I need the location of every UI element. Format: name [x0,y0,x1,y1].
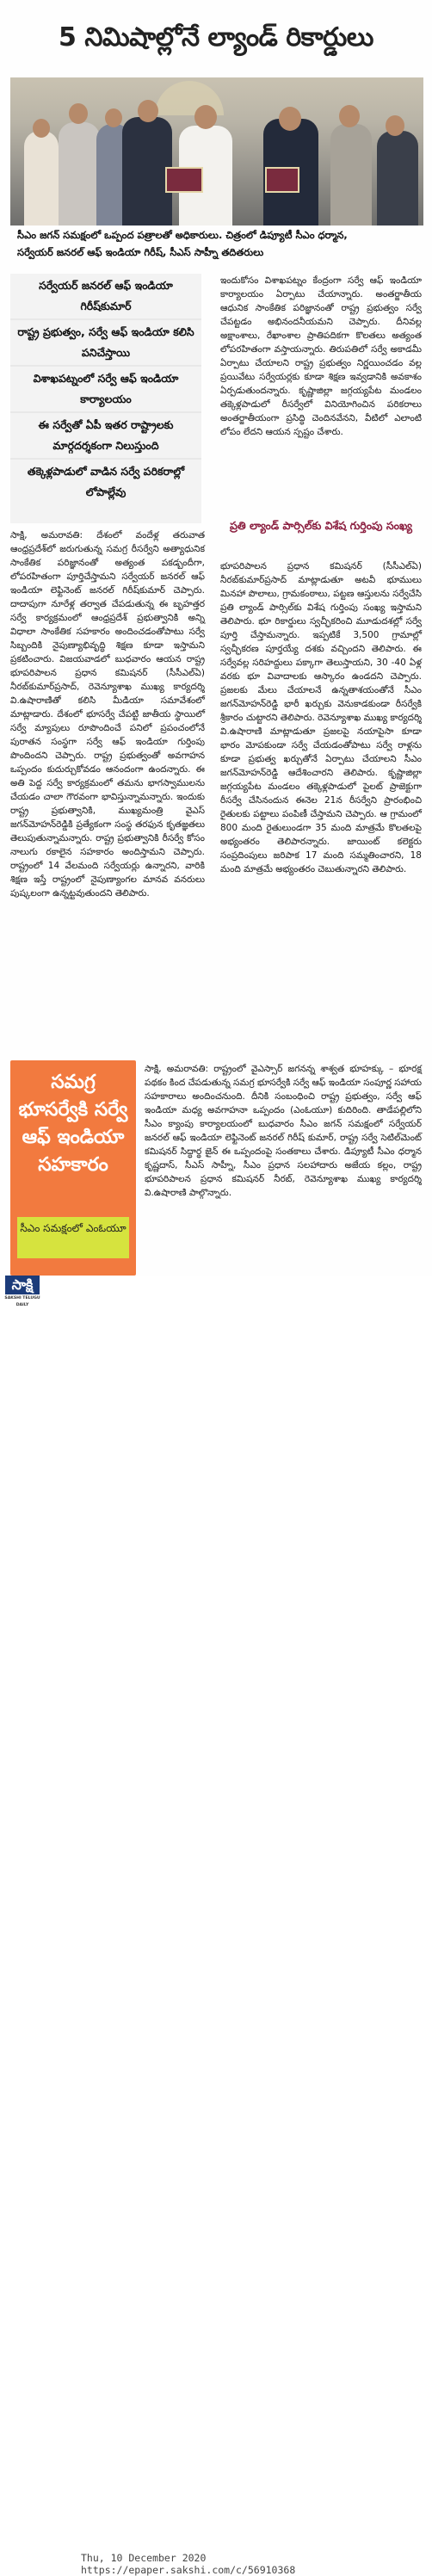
edition-date: Thu, 10 December 2020 [81,2552,207,2564]
page-headline: 5 నిమిషాల్లోనే ల్యాండ్‌ రికార్డులు [59,22,373,53]
highlights-box [10,274,201,523]
highlight-item: ఈ సర్వేతో ఏపీ ఇతర రాష్ట్రాలకు మార్గదర్శకంగా నిలుస్తుంది [10,413,201,460]
article-left-column [10,528,205,1055]
bottom-article-text: సాక్షి, అమరావతి: రాష్ట్రంలో వైఎస్సార్‌ జగనన్న శాశ్వత భూహక్కు – భూరక్ష పథకం కింద చేపడుతున్న సమగ్ర భూసర్వేకి సర్వే ఆఫ్‌ ఇండియా సంపూర్ణ సహాయ సహకారాలు అందించనుంది. దీనికి సంబంధించి రాష్ట్ర ప్రభుత్వం, సర్వే ఆఫ్‌ ఇండియా మధ్య అవగాహనా ఒప్పందం (ఎంఓయూ) కుదిరింది. తాడేపల్లిలోని సీఎం క్యాంపు కార్యాలయంలో బుధవారం సీఎం జగన్‌ సమక్షంలో సర్వేయర్‌ జనరల్‌ ఆఫ్‌ ఇండియా లెఫ్టినెంట్‌ జనరల్‌ గిరీష్‌ కుమార్‌, రాష్ట్ర సర్వే సెటిల్‌మెంట్‌ కమిషనర్‌ సిద్ధార్థ జైన్‌ ఈ ఒప్పందంపై సంతకాలు చేశారు. డిప్యూటీ సీఎం ధర్మాన కృష్ణదాస్‌, సీఎస్‌ సాహ్నీ, సీఎం ప్రధాన సలహాదారు అజేయ కల్లం, రాష్ట్ర భూపరిపాలన ప్రధాన కమిషనర్‌ నీరబ్‌, రెవెన్యూశాఖ ముఖ్య కార్యదర్శి వి.ఉషారాణి పాల్గొన్నారు. [145,1064,422,1198]
sidebar-box-title: సమగ్ర భూసర్వేకి సర్వే ఆఫ్‌ ఇండియా సహకారం [18,1072,128,1176]
photo-caption-line-1: సీఎం జగన్‌ సమక్షంలో ఒప్పంద పత్రాలతో అధికారులు. చిత్రంలో డిప్యూటీ సీఎం ధర్మాన, [17,229,348,241]
epaper-footer [0,1276,432,2576]
epaper-url[interactable]: https://epaper.sakshi.com/c/56910368 [81,2564,296,2576]
sakshi-logo-mark: సాక్షి [5,1276,40,1294]
sakshi-logo [2,1276,43,1307]
article-right-column-bottom [220,559,422,1055]
photo-caption-line-2: సర్వేయర్‌ జనరల్‌ ఆఫ్‌ ఇండియా గిరీష్‌, సీఎస్‌ సాహ్నీ తదితరులు [17,246,264,258]
mou-signing-photo [10,77,423,225]
sidebar-box-tag: సీఎం సమక్షంలో ఎంఓయూ [17,1217,129,1258]
photo-caption [10,226,423,263]
bottom-article [145,1062,422,1272]
subheading: ప్రతి ల్యాండ్‌ పార్సిల్‌కు విశేష గుర్తింపు సంఖ్య [229,519,413,532]
article-right-top-text: ఇందుకోసం విశాఖపట్నం కేంద్రంగా సర్వే ఆఫ్‌ ఇండియా కార్యాలయం ఏర్పాటు చేయాన్నారు. అంతర్జాతీయ ఆధునిక సాంకేతిక పరిజ్ఞానంతో రాష్ట్ర ప్రభుత్వం సర్వే చేపట్టడం అభినందనీయమని చెప్పారు. దీనివల్ల అక్షాంశాలు, రేఖాంశాల ప్రాతిపదికగా కొలతలు అత్యంత లోపరహితంగా వస్తాయన్నారు. తిరుపతిలో సర్వే అకాడమీ ఏర్పాటు చేయాలని రాష్ట్ర ప్రభుత్వం నిర్ణయించడం వల్ల ప్రయివేటు సర్వేయర్లకు కూడా శిక్షణ ఇవ్వడానికి అవకాశం ఏర్పడుతుందన్నారు. కృష్ణాజిల్లా జగ్గయ్యపేట మండలం తక్కెళ్లపాడులో రీసర్వేలో వినియోగించిన పరికరాలు అంతర్జాతీయంగా ప్రసిద్ధి చెందినవేనని, వీటిలో ఎలాంటి లోపం లేదని ఆయన స్పష్టం చేశారు. [220,275,422,437]
highlight-item: రాష్ట్ర ప్రభుత్వం, సర్వే ఆఫ్‌ ఇండియా కలిసి పనిచేస్తాయి [10,320,201,367]
highlight-item: తక్కెళ్లపాడులో వాడిన సర్వే పరికరాల్లో లోపాల్లేవు [27,465,185,498]
highlight-item: సర్వేయర్‌ జనరల్‌ ఆఫ్‌ ఇండియా గిరీష్‌కుమార్‌ [10,274,201,320]
sakshi-logo-subtitle: SAKSHI TELUGU DAILY [4,1296,40,1307]
article-right-bottom-text: భూపరిపాలన ప్రధాన కమిషనర్‌ (సీసీఎల్‌ఏ) నీరబ్‌కుమార్‌ప్రసాద్‌ మాట్లాడుతూ అటవీ భూములు మినహా పొలాలు, గ్రామకంఠాలు, పట్టణ ఆస్తులను సర్వేచేసి ప్రతి ల్యాండ్‌ పార్సిల్‌కు విశేష గుర్తింపు సంఖ్య ఇస్తామని తెలిపారు. భూ రికార్డులు స్వచ్ఛీకరించి మూడుదశల్లో సర్వే పూర్తి చేస్తామన్నారు. ఇప్పటికే 3,500 గ్రామాల్లో స్వచ్ఛీకరణ పూర్తయ్యే దశకు వచ్చిందని తెలిపారు. ఈ సర్వేవల్ల సరిహద్దులు పక్కాగా తెలుస్తాయని, 30 -40 ఏళ్ల వరకు భూ వివాదాలకు ఆస్కారం ఉండదని చెప్పారు. ప్రజలకు మేలు చేయాలనే ఉన్నతాశయంతోనే సీఎం జగన్‌మోహన్‌రెడ్డి భారీ ఖర్చుకు వెనుకాడకుండా రీసర్వేకి శ్రీకారం చుట్టారని తెలిపారు. రెవెన్యూశాఖ ముఖ్య కార్యదర్శి వి.ఉషారాణి మాట్లాడుతూ ప్రజలపై నయాపైసా కూడా భారం మోపకుండా సర్వే చేయడంతోపాటు సర్వే రాళ్లను కూడా ప్రభుత్వ ఖర్చుతోనే ఏర్పాటు చేయాలని సీఎం జగన్‌మోహన్‌రెడ్డి ఆదేశించారని తెలిపారు. కృష్ణాజిల్లా జగ్గయ్యపేట మండలం తక్కెళ్లపాడులో పైలట్‌ ప్రాజెక్టుగా రీసర్వే చేసినందున ఈనెల 21న రీసర్వేని ప్రారంభించి రైతులకు పట్టాలు పంపిణీ చేస్తామని చెప్పారు. ఆ గ్రామంలో 800 మంది రైతులుండగా 35 మంది మాత్రమే కొలతలపై అభ్యంతరం తెలిపారన్నారు. జాయింట్‌ కలెక్టరు సంప్రదింపులు జరిపాక 17 మంది సమ్మతించారని, 18 మంది మాత్రమే అభ్యంతరం చెబుతున్నారని తెలిపారు. [220,561,422,874]
footer-dateline [81,2552,295,2576]
sidebar-box [10,1060,136,1276]
article-left-text: సాక్షి, అమరావతి: దేశంలో వందేళ్ల తరువాత ఆంధ్రప్రదేశ్‌లో జరుగుతున్న సమగ్ర రీసర్వేని అత్యాధునిక సాంకేతిక పరిజ్ఞానంతో అత్యంత పకడ్బందీగా, లోపరహితంగా పూర్తిచేస్తామని సర్వేయర్‌ జనరల్‌ ఆఫ్‌ ఇండియా లెఫ్టినెంట్‌ జనరల్‌ గిరీష్‌కుమార్‌ చెప్పారు. దాదాపుగా నూరేళ్ల తర్వాత చేపడుతున్న ఈ బృహత్తర సర్వే కార్యక్రమంలో ఆంధ్రప్రదేశ్‌ ప్రభుత్వానికి అన్ని విధాలా సాంకేతిక సహకారం అందించడంతోపాటు సర్వే సిబ్బందికి నైపుణ్యాభివృద్ధి శిక్షణ కూడా ఇస్తామని ప్రకటించారు. విజయవాడలో బుధవారం ఆయన రాష్ట్ర భూపరిపాలన ప్రధాన కమిషనర్‌ (సీసీఎల్‌ఏ) నీరబ్‌కుమార్‌ప్రసాద్‌, రెవెన్యూశాఖ ముఖ్య కార్యదర్శి వి.ఉషారాణితో కలిసి మీడియా సమావేశంలో మాట్లాడారు. దేశంలో భూసర్వే చేపట్టి జాతీయ స్థాయిలో సర్వే మ్యాపులు రూపొందించే పనిలో ప్రపంచంలోనే పురాతన సంస్థగా సర్వే ఆఫ్‌ ఇండియా గుర్తింపు పొందిందని చెప్పారు. రాష్ట్ర ప్రభుత్వంతో అవగాహన ఒప్పందం కుదుర్చుకోవడం ఆనందంగా ఉందన్నారు. ఈ అతి పెద్ద సర్వే కార్యక్రమంలో తమను భాగస్వాములను చేయడం చాలా గౌరవంగా భావిస్తున్నామన్నారు. ఇందుకు రాష్ట్ర ప్రభుత్వానికి, ముఖ్యమంత్రి వైఎస్‌ జగన్‌మోహన్‌రెడ్డికి ప్రత్యేకంగా సంస్థ తరఫున కృతజ్ఞతలు తెలుపుతున్నామన్నారు. రాష్ట్ర ప్రభుత్వానికి రీసర్వే కోసం నాలుగు రకాలైన సహకారం అందిస్తామని చెప్పారు. రాష్ట్రంలో 14 వేలమంది సర్వేయర్లు ఉన్నారని, వారికి శిక్షణ ఇస్తే రాష్ట్రంలో నైపుణ్యాంగల మానవ వనరులు పుష్కలంగా ఉన్నట్టవుతుందని తెలిపారు. [10,530,205,899]
article-right-column-top [220,274,422,516]
highlight-item: విశాఖపట్నంలో సర్వే ఆఫ్‌ ఇండియా కార్యాలయం [10,367,201,413]
